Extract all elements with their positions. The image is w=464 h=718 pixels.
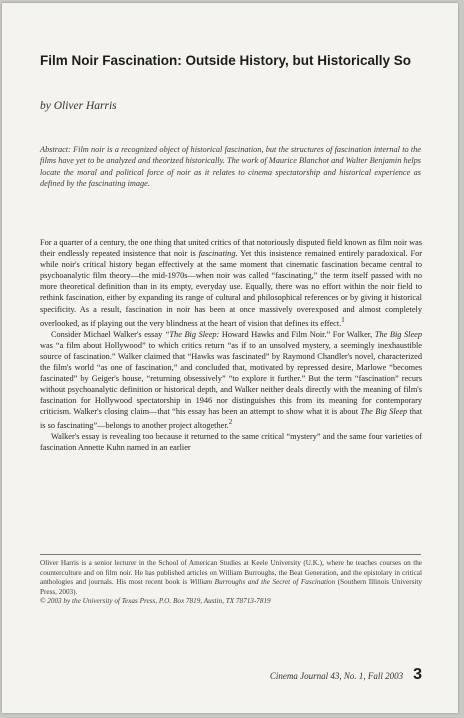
body-text: For a quarter of a century, the one thing that united critics of that notoriously disputed field known as film noir was their endlessly repeated insistence that noir is: [40, 238, 422, 259]
footnote-divider: [40, 554, 421, 555]
page-number: 3: [413, 666, 422, 683]
body-paragraph: [40, 237, 422, 329]
footnote-marker: 2: [228, 419, 233, 427]
footnote-marker: 1: [341, 316, 345, 324]
abstract-text: Film noir is a recognized object of historical fascination, but the structures of fascination internal to the films have yet to be analyzed and theorized historically. The work of Maurice Blanchot and Walter Benjamin helps locate the moral and political force of noir as it relates to cinema spectatorship and historical experience as defined by the fascinating image.: [40, 145, 421, 188]
journal-citation: Cinema Journal 43, No. 1, Fall 2003: [269, 671, 404, 681]
journal-page: [2, 3, 458, 713]
film-title-text: The Big Sleep: [360, 407, 408, 417]
body-text: that is so fascinating”—belongs to another project altogether.: [40, 407, 422, 431]
abstract: [40, 144, 421, 189]
body-paragraph: Walker's essay is revealing too because it returned to the same critical “mystery” and the same four varieties of fascination Annette Kuhn named in an earlier: [40, 432, 422, 453]
emphasis-text: fascinating: [198, 249, 236, 259]
copyright-notice: © 2003 by the University of Texas Press, P.O. Box 7819, Austin, TX 78713-7819: [40, 597, 271, 605]
author-byline: by Oliver Harris: [40, 100, 117, 112]
bio-paragraph: [40, 559, 422, 597]
bio-text: Oliver Harris is a senior lecturer in the School of American Studies at Keele University (U.K.), where he teaches courses on the counterculture and on film noir. He has published articles on William Burroughs, the Beat Generation, and the epistolary in critical anthologies and journals. His most recent book is: [40, 559, 422, 586]
film-title-text: The Big Sleep: [374, 329, 422, 339]
article-body: [40, 237, 422, 453]
bio-text: (Southern Illinois University Press, 2003).: [40, 578, 422, 596]
body-text: . Yet this insistence remained entirely paradoxical. For while noir's critical history began effectively at the same moment that cinematic fascination became central to psychoanalytic film theory—the mid-1970s—when noir was called “fascinating,” the term itself passed with no more theoretical definition than in its empty, everyday use. Equally, there was no effort within the noir field to rethink fascination, either by expanding its range of cultural and philosophical references or by giving it historical specificity. As a result, fascination in noir has been at once massively overexposed and almost completely overlooked, as if playing out the very blindness at the heart of vision that defines its effect.: [40, 249, 422, 328]
body-text: was “a film about Hollywood” to which critics return “as if to an unsolved mystery, a seemingly inexhaustible source of fascination.” Walker claimed that “Hawks was fascinated” by Raymond Chandler's novel, characterized the film's world “as one of fascination,” and concluded that, motivated by repressed desire, Marlowe “becomes fascinated” by Geiger's house, “returning obsessively” “to explore it further.” But the term “fascination” recurs without psychoanalytic definition or historical depth, and Walker neither deals directly with the meaning of film's fascination for Hollywood spectatorship in 1946 nor distinguishes this from its meaning for contemporary criticism. Walker's closing claim—that “his essay has been an attempt to show what it is about: [40, 340, 422, 417]
body-paragraph: [40, 329, 422, 432]
article-title: Film Noir Fascination: Outside History, but Historically So: [40, 53, 412, 68]
body-text: Consider Michael Walker's essay: [51, 329, 165, 339]
page-footer: [270, 666, 422, 684]
author-bio: [40, 559, 422, 607]
essay-title-text: “The Big Sleep:: [164, 329, 220, 339]
book-title-text: William Burroughs and the Secret of Fascination: [189, 578, 336, 586]
body-text: Howard Hawks and Film Noir.” For Walker,: [219, 329, 375, 339]
abstract-label: Abstract:: [40, 145, 71, 154]
